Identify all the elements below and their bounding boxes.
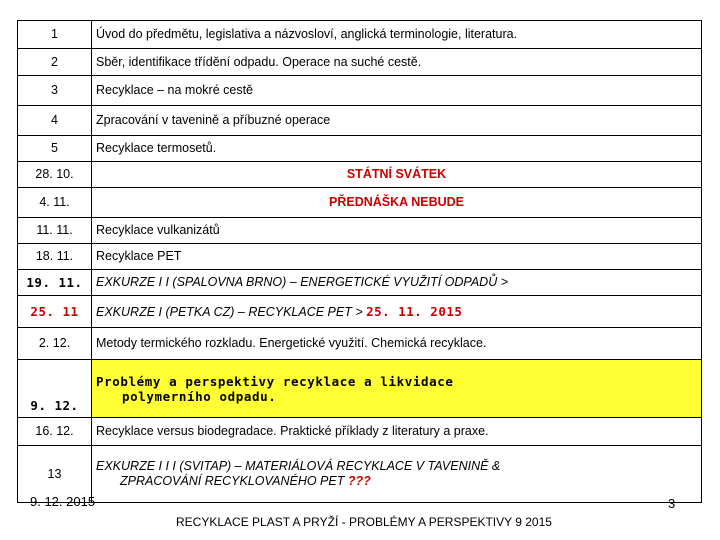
row-topic: Recyklace versus biodegradace. Praktické příklady z literatury a praxe. <box>92 418 702 446</box>
table-row <box>18 244 702 270</box>
row-topic: Recyklace – na mokré cestě <box>92 76 702 106</box>
row-date: 3 <box>18 76 92 106</box>
table-row <box>18 218 702 244</box>
table-row <box>18 360 702 418</box>
table-row <box>18 162 702 188</box>
table-row <box>18 106 702 136</box>
excursion-topic: EXKURZE I I (SPALOVNA BRNO) – ENERGETICKÉ VYUŽITÍ ODPADŮ > <box>92 270 702 296</box>
row-date: 18. 11. <box>18 244 92 270</box>
row-topic: Úvod do předmětu, legislativa a názvosloví, anglická terminologie, literatura. <box>92 21 702 49</box>
row-topic: Metody termického rozkladu. Energetické využití. Chemická recyklace. <box>92 328 702 360</box>
row-date: 19. 11. <box>18 270 92 296</box>
highlighted-topic <box>92 360 702 418</box>
row-date: 16. 12. <box>18 418 92 446</box>
highlight-line-2: polymerního odpadu. <box>122 388 277 404</box>
row-date: 5 <box>18 136 92 162</box>
table-row <box>18 296 702 328</box>
excursion-line-2-text: ZPRACOVÁNÍ RECYKLOVANÉHO PET <box>120 474 348 488</box>
row-date: 28. 10. <box>18 162 92 188</box>
row-topic: Recyklace termosetů. <box>92 136 702 162</box>
table-row <box>18 446 702 503</box>
excursion-question-marks: ??? <box>347 474 371 488</box>
table-row <box>18 136 702 162</box>
row-date: 25. 11 <box>18 296 92 328</box>
excursion-date: 25. 11. 2015 <box>366 303 463 319</box>
row-topic: Recyklace vulkanizátů <box>92 218 702 244</box>
row-topic: Zpracování v tavenině a příbuzné operace <box>92 106 702 136</box>
table-row <box>18 21 702 49</box>
table-row <box>18 418 702 446</box>
table-row <box>18 49 702 76</box>
holiday-label: STÁTNÍ SVÁTEK <box>92 162 702 188</box>
row-date: 13 <box>18 446 92 503</box>
highlight-line-1: Problémy a perspektivy recyklace a likvidace <box>96 373 454 389</box>
row-date: 2. 12. <box>18 328 92 360</box>
excursion-line-2 <box>96 474 697 489</box>
table-row <box>18 76 702 106</box>
excursion-topic <box>92 296 702 328</box>
row-date: 4. 11. <box>18 188 92 218</box>
excursion-line-1: EXKURZE I I I (SVITAP) – MATERIÁLOVÁ RECYKLACE V TAVENINĚ & <box>96 459 501 473</box>
table-row <box>18 188 702 218</box>
no-lecture-label: PŘEDNÁŠKA NEBUDE <box>92 188 702 218</box>
row-date: 2 <box>18 49 92 76</box>
excursion-topic <box>92 446 702 503</box>
footer-title: RECYKLACE PLAST A PRYŽÍ - PROBLÉMY A PERSPEKTIVY 9 2015 <box>176 515 552 529</box>
schedule-table <box>17 20 702 503</box>
row-date: 1 <box>18 21 92 49</box>
table-row <box>18 328 702 360</box>
row-date: 9. 12. <box>18 360 92 418</box>
table-row <box>18 270 702 296</box>
slide-number: 3 <box>668 496 676 511</box>
footer-date: 9. 12. 2015 <box>30 494 96 509</box>
excursion-text: EXKURZE I (PETKA CZ) – RECYKLACE PET > <box>96 304 367 319</box>
row-topic: Sběr, identifikace třídění odpadu. Operace na suché cestě. <box>92 49 702 76</box>
row-date: 11. 11. <box>18 218 92 244</box>
row-date: 4 <box>18 106 92 136</box>
row-topic: Recyklace PET <box>92 244 702 270</box>
